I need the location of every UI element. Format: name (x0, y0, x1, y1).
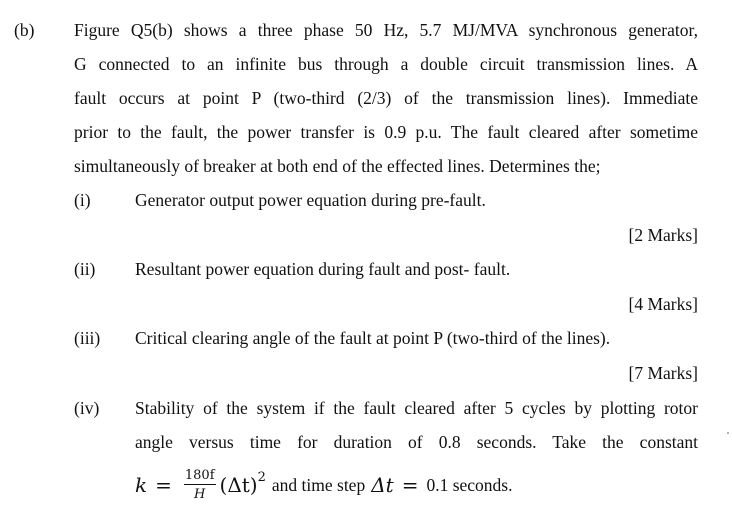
part-ii-text: Resultant power equation during fault and post- fault. (135, 259, 511, 279)
intro-line-3: fault occurs at point P (two-third (2/3) of the transmission lines). Immediate (74, 88, 698, 108)
stray-dot (727, 432, 729, 434)
part-ii-marks: [4 Marks] (628, 294, 698, 314)
formula (135, 463, 518, 507)
part-iv-number: (iv) (74, 398, 100, 418)
intro-line-2: G connected to an infinite bus through a double circuit transmission lines. A (74, 54, 698, 74)
part-i-number: (i) (74, 190, 91, 210)
formula-value: 0.1 seconds. (426, 474, 513, 495)
part-i-text: Generator output power equation during pre-fault. (135, 190, 486, 210)
formula-k: k (135, 473, 148, 497)
formula-fraction (184, 468, 216, 502)
part-iii-marks: [7 Marks] (628, 363, 698, 383)
formula-delta-t: Δt (371, 473, 394, 497)
part-iii-number: (iii) (74, 328, 101, 348)
formula-equals: = (155, 473, 172, 497)
formula-denominator: H (194, 487, 206, 502)
intro-line-4: prior to the fault, the power transfer is 0.9 p.u. The fault cleared after sometime (74, 122, 698, 142)
formula-exponent: 2 (257, 469, 266, 485)
question-label: (b) (14, 20, 35, 40)
part-ii-number: (ii) (74, 259, 96, 279)
part-i-marks: [2 Marks] (628, 225, 698, 245)
intro-line-5: simultaneously of breaker at both end of the effected lines. Determines the; (74, 156, 601, 176)
part-iii-text: Critical clearing angle of the fault at point P (two-third of the lines). (135, 328, 611, 348)
intro-line-1: Figure Q5(b) shows a three phase 50 Hz, 5.7 MJ/MVA synchronous generator, (74, 20, 698, 40)
part-iv-line-1: Stability of the system if the fault cleared after 5 cycles by plotting rotor (135, 398, 698, 418)
part-iv-line-2: angle versus time for duration of 0.8 seconds. Take the constant (135, 432, 698, 452)
formula-equals-2: = (401, 473, 419, 497)
formula-delta-term: (Δt) (219, 473, 258, 497)
formula-connector: and time step (271, 474, 366, 495)
formula-numerator: 180f (184, 468, 215, 483)
